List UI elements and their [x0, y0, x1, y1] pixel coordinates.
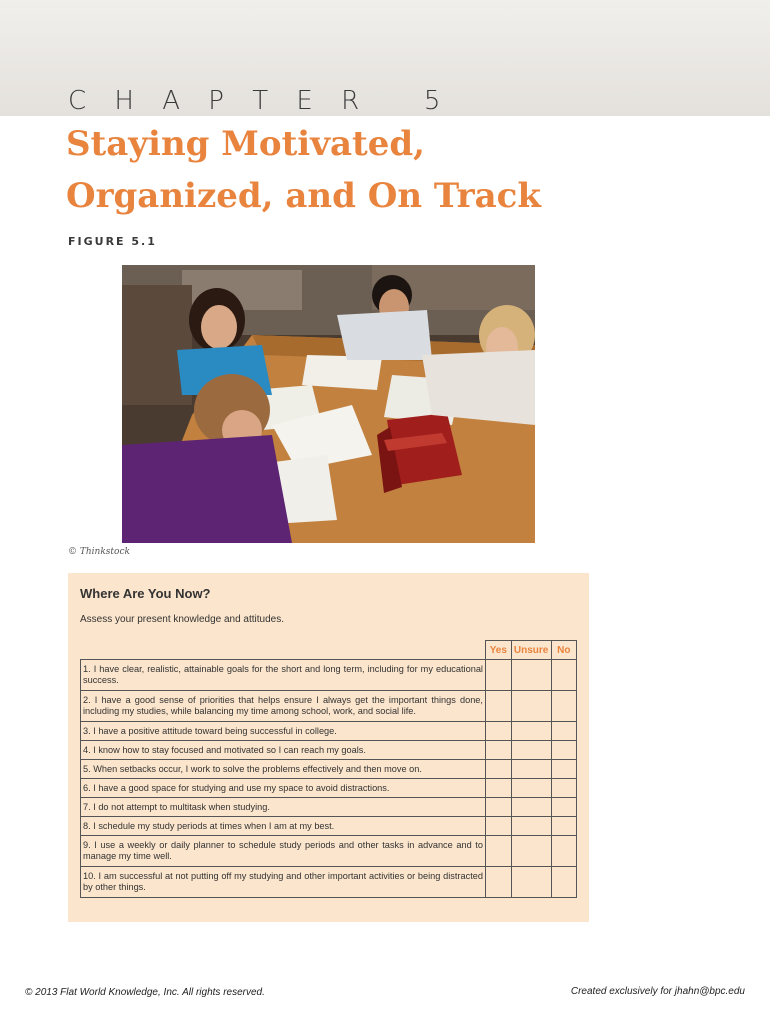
- footer-copyright: © 2013 Flat World Knowledge, Inc. All rights reserved.: [25, 987, 265, 998]
- answer-unsure-9[interactable]: [511, 836, 551, 867]
- table-row: [81, 660, 577, 691]
- table-row: [81, 798, 577, 817]
- chapter-title-line-1: Staying Motivated,: [66, 124, 425, 164]
- answer-yes-5[interactable]: [485, 760, 511, 779]
- answer-no-4[interactable]: [551, 741, 576, 760]
- figure-label: FIGURE 5.1: [68, 235, 157, 248]
- answer-unsure-4[interactable]: [511, 741, 551, 760]
- column-header-no: No: [551, 641, 576, 660]
- table-row: [81, 836, 577, 867]
- answer-unsure-1[interactable]: [511, 660, 551, 691]
- answer-unsure-7[interactable]: [511, 798, 551, 817]
- table-row: [81, 741, 577, 760]
- photo-credit: © Thinkstock: [68, 547, 130, 557]
- answer-no-6[interactable]: [551, 779, 576, 798]
- table-header-row: [81, 641, 577, 660]
- chapter-label: C H A P T E R 5: [68, 86, 451, 116]
- chapter-title-line-2: Organized, and On Track: [66, 176, 541, 216]
- question-10: 10. I am successful at not putting off my studying and other important activities or being distracted by other things.: [81, 867, 486, 898]
- answer-no-2[interactable]: [551, 691, 576, 722]
- figure-photo: [122, 265, 535, 543]
- answer-no-7[interactable]: [551, 798, 576, 817]
- question-5: 5. When setbacks occur, I work to solve the problems effectively and then move on.: [81, 760, 486, 779]
- table-row: [81, 722, 577, 741]
- question-header: [81, 641, 486, 660]
- answer-unsure-10[interactable]: [511, 867, 551, 898]
- answer-no-9[interactable]: [551, 836, 576, 867]
- column-header-unsure: Unsure: [511, 641, 551, 660]
- answer-yes-8[interactable]: [485, 817, 511, 836]
- question-1: 1. I have clear, realistic, attainable goals for the short and long term, including for my educational success.: [81, 660, 486, 691]
- assessment-box: [68, 573, 589, 922]
- question-8: 8. I schedule my study periods at times when I am at my best.: [81, 817, 486, 836]
- footer-created-for: Created exclusively for jhahn@bpc.edu: [570, 986, 745, 997]
- column-header-yes: Yes: [485, 641, 511, 660]
- question-2: 2. I have a good sense of priorities that helps ensure I always get the important things done, including my studies, while balancing my time among school, work, and social life.: [81, 691, 486, 722]
- table-row: [81, 691, 577, 722]
- answer-yes-2[interactable]: [485, 691, 511, 722]
- assessment-title: Where Are You Now?: [80, 586, 211, 601]
- question-6: 6. I have a good space for studying and use my space to avoid distractions.: [81, 779, 486, 798]
- answer-yes-3[interactable]: [485, 722, 511, 741]
- chapter-title: [66, 118, 686, 222]
- answer-no-10[interactable]: [551, 867, 576, 898]
- question-3: 3. I have a positive attitude toward being successful in college.: [81, 722, 486, 741]
- question-7: 7. I do not attempt to multitask when studying.: [81, 798, 486, 817]
- table-row: [81, 867, 577, 898]
- answer-no-1[interactable]: [551, 660, 576, 691]
- assessment-table: [80, 640, 577, 898]
- answer-unsure-3[interactable]: [511, 722, 551, 741]
- answer-no-3[interactable]: [551, 722, 576, 741]
- answer-no-5[interactable]: [551, 760, 576, 779]
- table-row: [81, 779, 577, 798]
- answer-yes-1[interactable]: [485, 660, 511, 691]
- assessment-subtitle: Assess your present knowledge and attitudes.: [80, 614, 285, 625]
- answer-unsure-5[interactable]: [511, 760, 551, 779]
- answer-yes-10[interactable]: [485, 867, 511, 898]
- answer-unsure-2[interactable]: [511, 691, 551, 722]
- table-row: [81, 817, 577, 836]
- answer-yes-7[interactable]: [485, 798, 511, 817]
- table-row: [81, 760, 577, 779]
- answer-unsure-6[interactable]: [511, 779, 551, 798]
- answer-no-8[interactable]: [551, 817, 576, 836]
- students-studying-photo: [122, 265, 535, 543]
- question-4: 4. I know how to stay focused and motivated so I can reach my goals.: [81, 741, 486, 760]
- question-9: 9. I use a weekly or daily planner to schedule study periods and other tasks in advance and to manage my time well.: [81, 836, 486, 867]
- answer-yes-9[interactable]: [485, 836, 511, 867]
- answer-unsure-8[interactable]: [511, 817, 551, 836]
- answer-yes-6[interactable]: [485, 779, 511, 798]
- answer-yes-4[interactable]: [485, 741, 511, 760]
